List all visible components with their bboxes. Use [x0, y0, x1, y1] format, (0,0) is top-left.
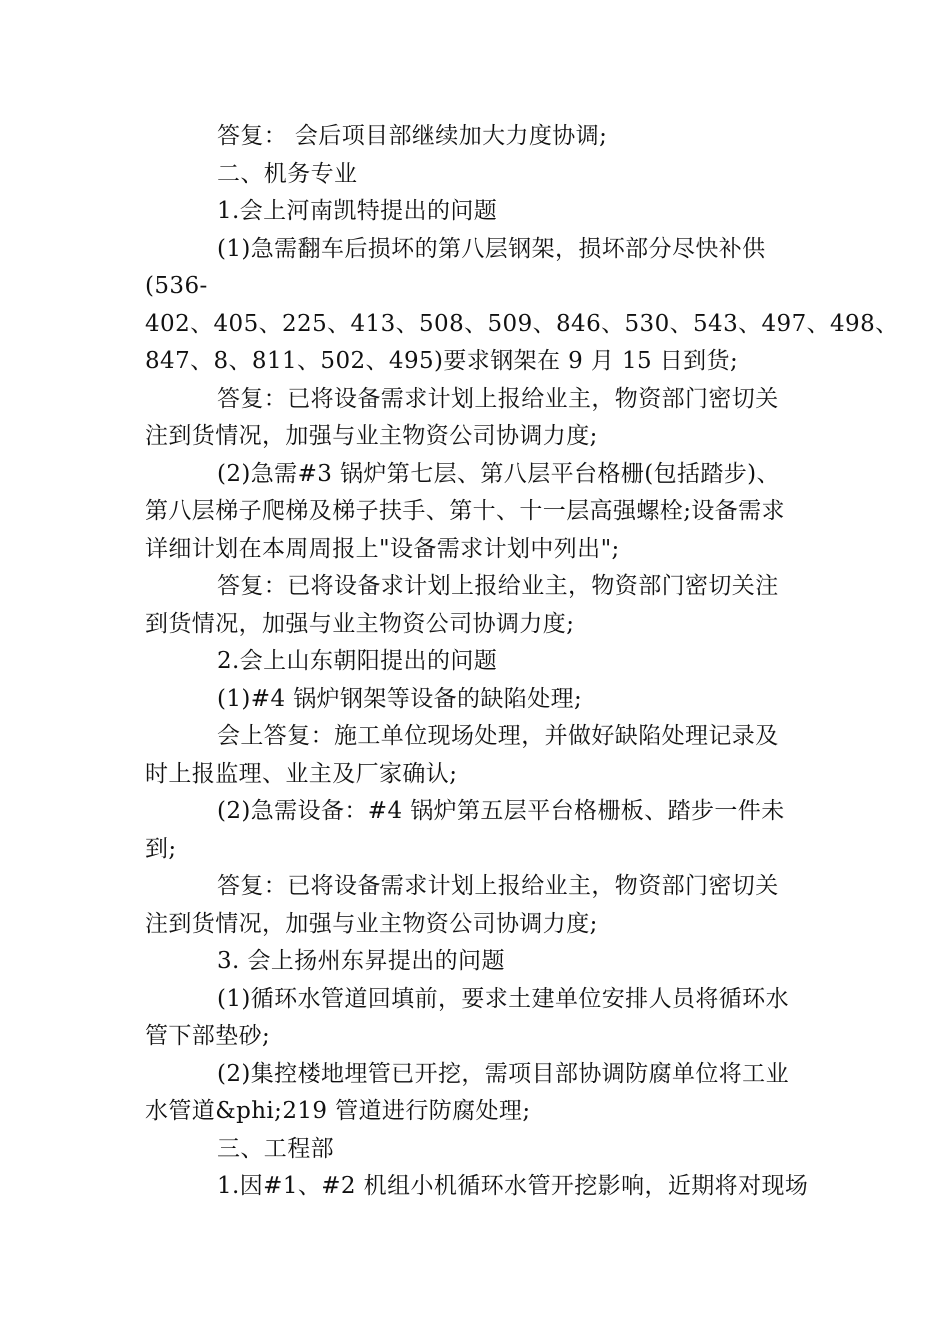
text-line: 到;: [145, 835, 177, 862]
text-line: 管下部垫砂;: [145, 1023, 271, 1049]
text-line: 第八层梯子爬梯及梯子扶手、第十、十一层高强螺栓;设备需求: [145, 498, 785, 524]
text-line: 注到货情况，加强与业主物资公司协调力度;: [145, 423, 598, 449]
text-line: 答复：已将设备需求计划上报给业主，物资部门密切关: [217, 385, 779, 412]
section-heading: 三、工程部: [217, 1135, 334, 1162]
text-line: 水管道&phi;219 管道进行防腐处理;: [145, 1098, 531, 1124]
text-line: 时上报监理、业主及厂家确认;: [145, 760, 458, 787]
text-line: 会上答复：施工单位现场处理，并做好缺陷处理记录及: [217, 723, 779, 749]
text-line: (1)循环水管道回填前，要求土建单位安排人员将循环水: [217, 985, 789, 1012]
text-line: (1)急需翻车后损坏的第八层钢架，损坏部分尽快补供: [217, 235, 766, 262]
text-line: 402、405、225、413、508、509、846、530、543、497、498、: [145, 310, 899, 337]
subsection-heading: 3. 会上扬州东昇提出的问题: [217, 948, 505, 974]
text-line: 注到货情况，加强与业主物资公司协调力度;: [145, 910, 598, 937]
text-line: (536-: [145, 273, 208, 299]
subsection-heading: 1.因#1、#2 机组小机循环水管开挖影响，近期将对现场: [217, 1173, 809, 1199]
text-line: (2)集控楼地埋管已开挖，需项目部协调防腐单位将工业: [217, 1060, 789, 1087]
text-line: (2)急需设备：#4 锅炉第五层平台格栅板、踏步一件未: [217, 798, 785, 824]
text-line: 详细计划在本周周报上"设备需求计划中列出";: [145, 535, 620, 562]
text-line: 847、8、811、502、495)要求钢架在 9 月 15 日到货;: [145, 348, 739, 374]
text-line: (2)急需#3 锅炉第七层、第八层平台格栅(包括踏步)、: [217, 460, 780, 487]
section-heading: 二、机务专业: [217, 160, 358, 187]
text-line: 答复： 会后项目部继续加大力度协调;: [217, 123, 608, 149]
subsection-heading: 2.会上山东朝阳提出的问题: [217, 648, 498, 674]
text-line: 答复：已将设备求计划上报给业主，物资部门密切关注: [217, 573, 779, 599]
text-line: (1)#4 锅炉钢架等设备的缺陷处理;: [217, 685, 583, 712]
text-line: 到货情况，加强与业主物资公司协调力度;: [145, 610, 575, 637]
text-line: 答复：已将设备需求计划上报给业主，物资部门密切关: [217, 873, 779, 899]
subsection-heading: 1.会上河南凯特提出的问题: [217, 198, 498, 224]
document-body: [145, 118, 899, 1206]
